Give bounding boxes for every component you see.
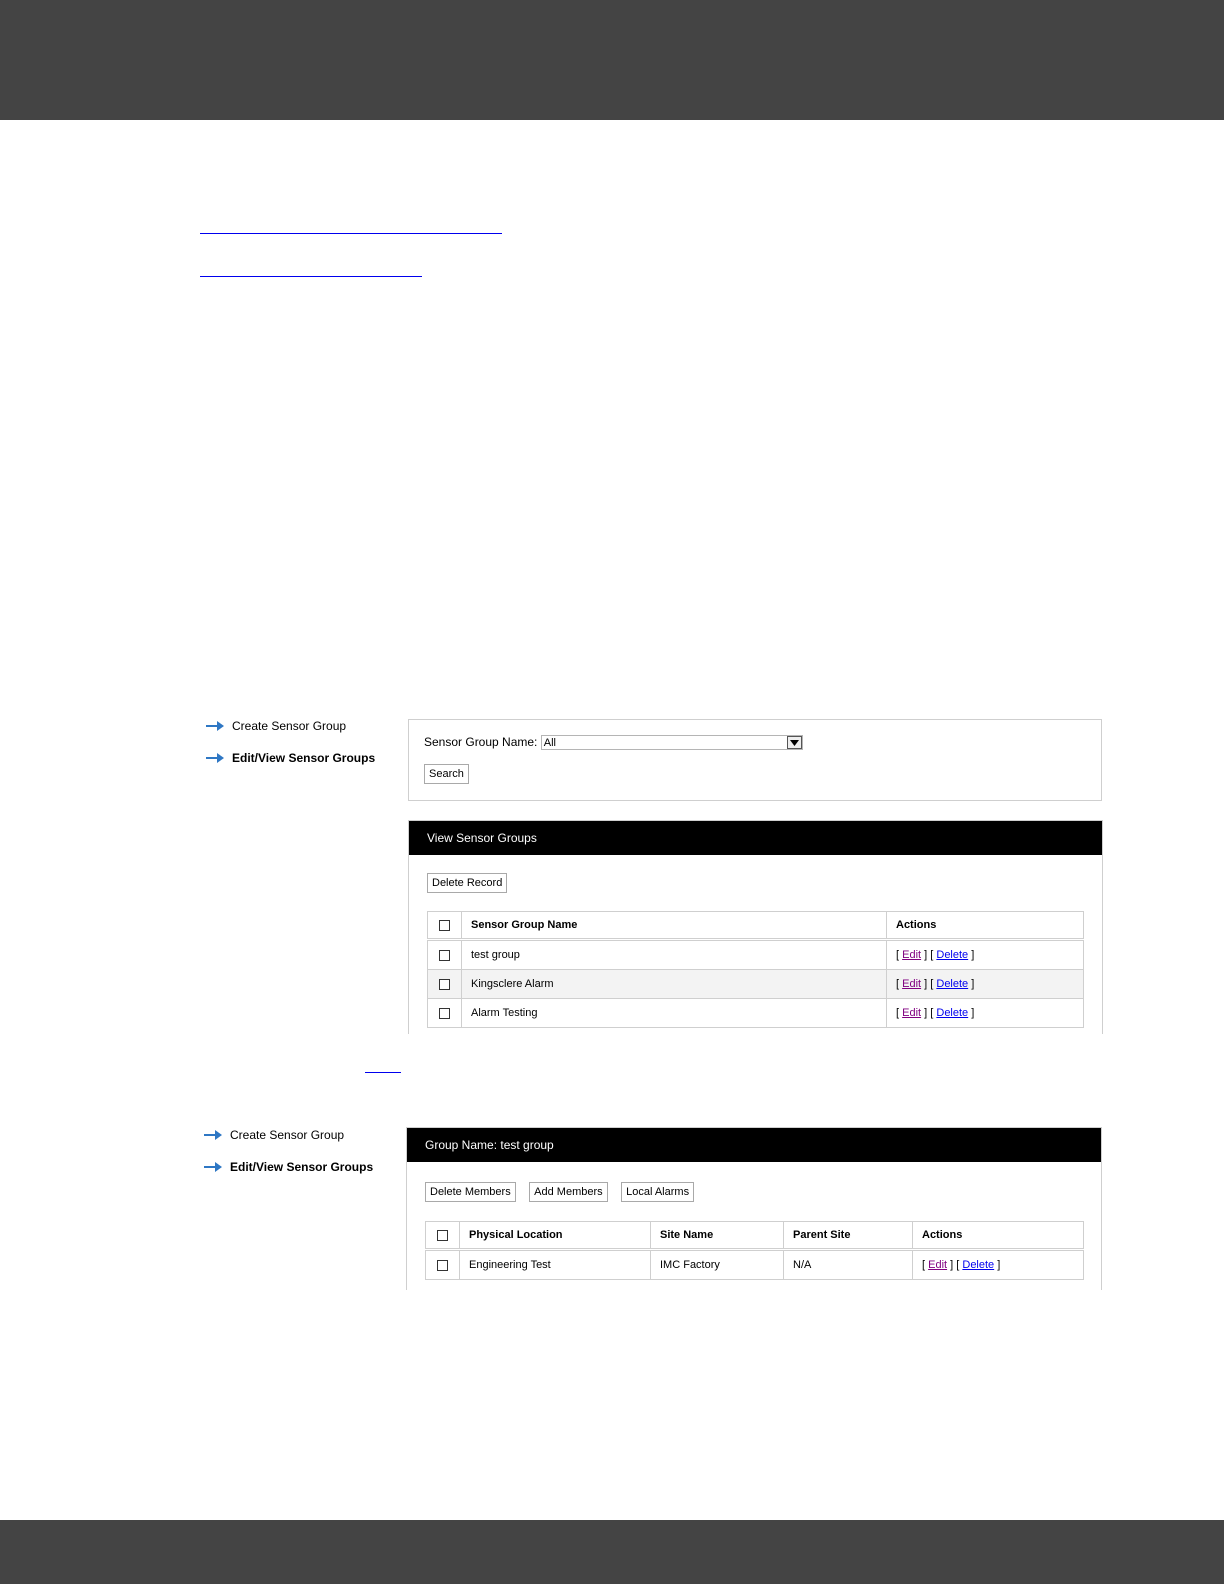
sidebar-1	[206, 716, 375, 780]
view-sensor-groups-panel	[408, 820, 1103, 1034]
search-button[interactable]: Search	[424, 764, 469, 784]
actions-cell: [ Edit ] [ Delete ]	[887, 999, 1084, 1028]
delete-link[interactable]: Delete	[936, 949, 969, 961]
sidebar-item-label: Edit/View Sensor Groups	[232, 751, 376, 765]
search-panel	[408, 719, 1102, 801]
table-row	[428, 940, 1084, 970]
delete-link[interactable]: Delete	[936, 1007, 969, 1019]
sensor-group-name-cell: test group	[462, 940, 887, 970]
actions-cell: [ Edit ] [ Delete ]	[887, 970, 1084, 999]
sidebar-item-edit-view-sensor-groups[interactable]	[204, 1157, 373, 1177]
delete-record-button[interactable]: Delete Record	[427, 873, 507, 893]
actions-cell: [ Edit ] [ Delete ]	[887, 940, 1084, 970]
delete-members-button[interactable]: Delete Members	[425, 1182, 516, 1202]
sidebar-item-create-sensor-group[interactable]	[206, 716, 375, 736]
table-header-row	[426, 1222, 1084, 1250]
page-header-band	[0, 0, 1224, 120]
column-header: Actions	[913, 1222, 1084, 1250]
sensor-group-name-cell: Alarm Testing	[462, 999, 887, 1028]
add-members-button[interactable]: Add Members	[529, 1182, 607, 1202]
sensor-group-name-cell: Kingsclere Alarm	[462, 970, 887, 999]
chevron-down-icon[interactable]	[787, 736, 802, 749]
column-header: Physical Location	[460, 1222, 651, 1250]
group-members-table	[425, 1221, 1084, 1280]
physical-location-cell: Engineering Test	[460, 1250, 651, 1280]
sensor-group-select[interactable]	[541, 735, 803, 750]
select-all-checkbox[interactable]	[437, 1230, 448, 1241]
arrow-right-icon	[206, 720, 224, 732]
select-all-checkbox[interactable]	[439, 920, 450, 931]
table-row	[426, 1250, 1084, 1280]
column-header: Site Name	[651, 1222, 784, 1250]
table-row	[428, 999, 1084, 1028]
column-header: Parent Site	[784, 1222, 913, 1250]
group-members-panel	[406, 1127, 1102, 1290]
row-checkbox[interactable]	[439, 950, 450, 961]
actions-cell: [ Edit ] [ Delete ]	[913, 1250, 1084, 1280]
edit-link[interactable]: Edit	[902, 1007, 922, 1019]
panel-title: View Sensor Groups	[409, 821, 1102, 855]
arrow-right-icon	[204, 1129, 222, 1141]
delete-link[interactable]: Delete	[962, 1259, 995, 1271]
page-footer-band	[0, 1520, 1224, 1584]
sidebar-item-label: Create Sensor Group	[232, 719, 347, 733]
row-checkbox[interactable]	[439, 979, 450, 990]
edit-link[interactable]: Edit	[902, 978, 922, 990]
sidebar-2	[204, 1125, 373, 1189]
column-header: Sensor Group Name	[462, 912, 887, 940]
sidebar-item-create-sensor-group[interactable]	[204, 1125, 373, 1145]
arrow-right-icon	[204, 1161, 222, 1173]
sensor-groups-table	[427, 911, 1084, 1028]
sensor-group-name-label: Sensor Group Name:	[424, 735, 538, 749]
table-header-row	[428, 912, 1084, 940]
select-value: All	[543, 736, 556, 749]
parent-site-cell: N/A	[784, 1250, 913, 1280]
document-link-2[interactable]	[200, 276, 422, 277]
edit-link[interactable]: Edit	[928, 1259, 948, 1271]
table-row	[428, 970, 1084, 999]
sidebar-item-label: Create Sensor Group	[230, 1128, 345, 1142]
sidebar-item-edit-view-sensor-groups[interactable]	[206, 748, 375, 768]
document-link-1[interactable]	[200, 233, 502, 234]
panel-title: Group Name: test group	[407, 1128, 1101, 1162]
local-alarms-button[interactable]: Local Alarms	[621, 1182, 694, 1202]
site-name-cell: IMC Factory	[651, 1250, 784, 1280]
row-checkbox[interactable]	[439, 1008, 450, 1019]
delete-link[interactable]: Delete	[936, 978, 969, 990]
arrow-right-icon	[206, 752, 224, 764]
row-checkbox[interactable]	[437, 1260, 448, 1271]
document-link-3[interactable]	[365, 1072, 401, 1073]
edit-link[interactable]: Edit	[902, 949, 922, 961]
column-header: Actions	[887, 912, 1084, 940]
sidebar-item-label: Edit/View Sensor Groups	[230, 1160, 374, 1174]
